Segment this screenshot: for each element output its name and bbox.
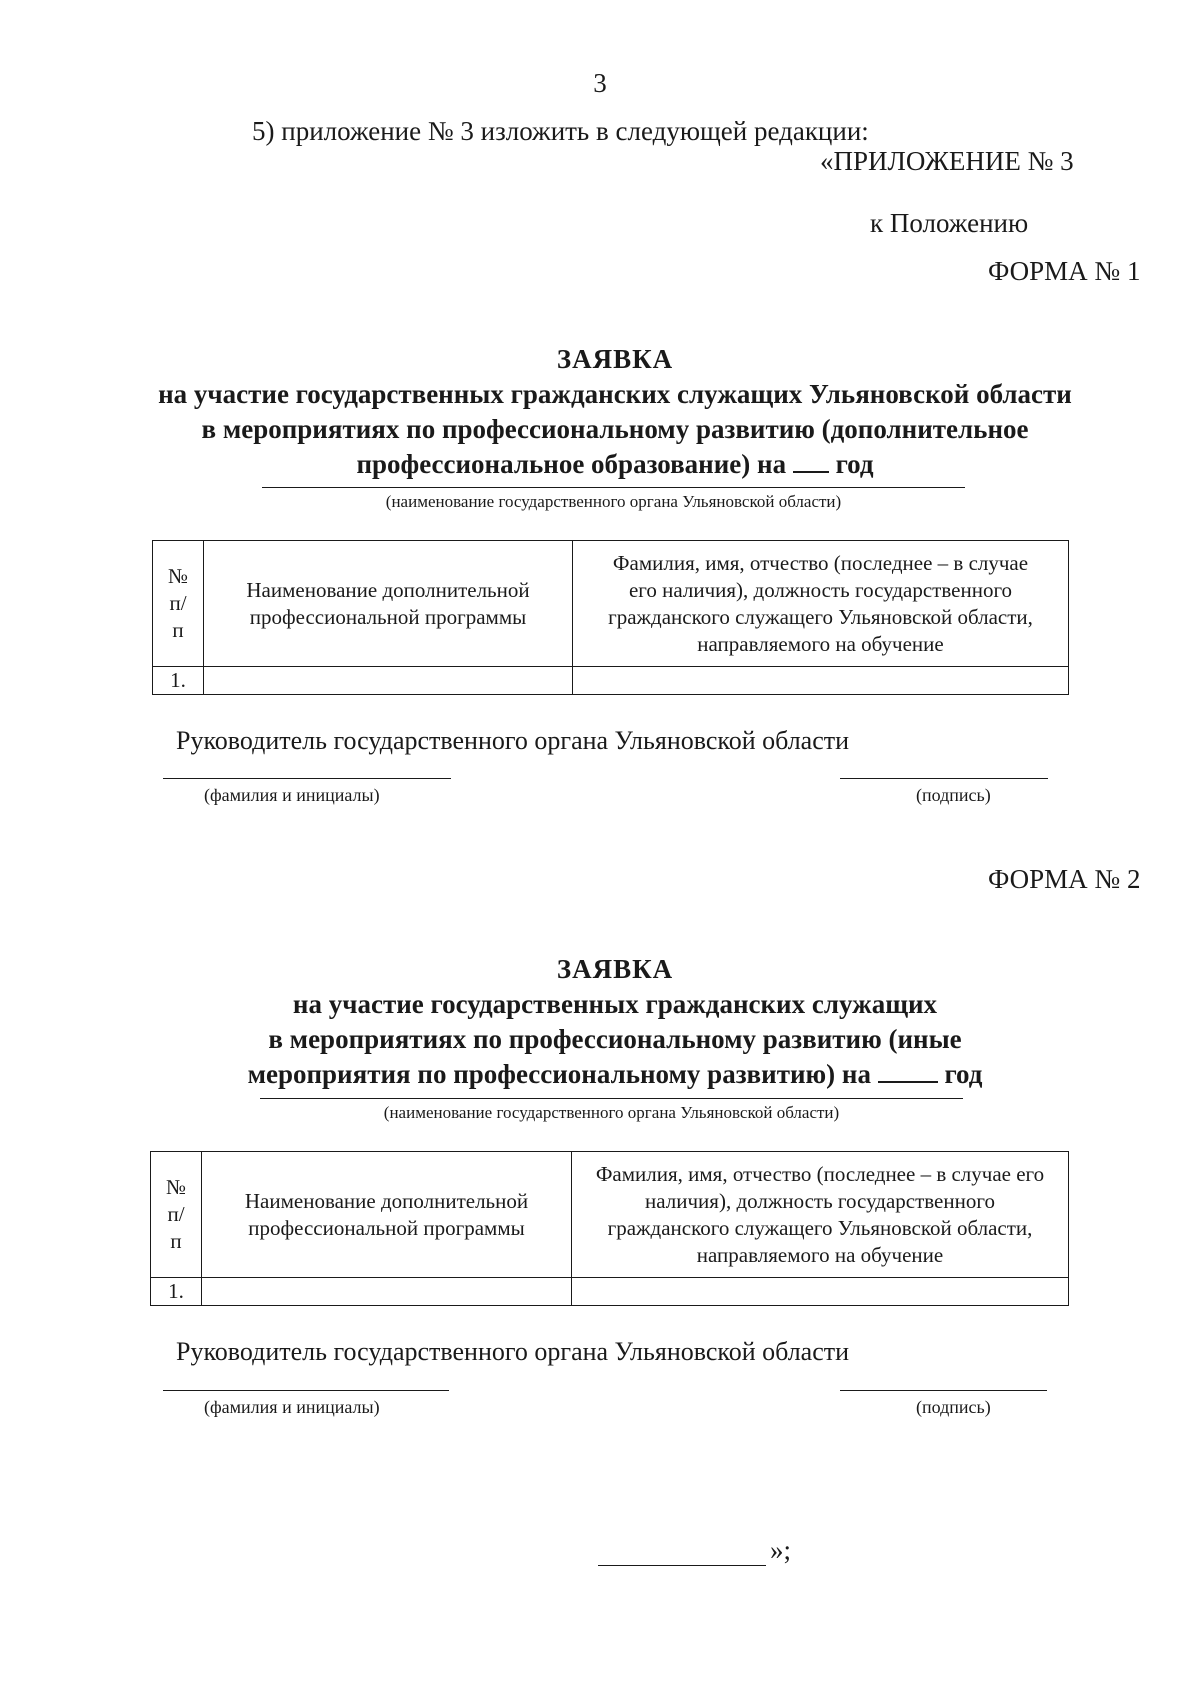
form-2-org-line (260, 1098, 963, 1099)
form-1-name-caption: (фамилия и инициалы) (204, 785, 380, 805)
form-1-year-suffix: год (835, 449, 874, 479)
form-1-org-caption: (наименование государственного органа Ульяновской области) (385, 492, 842, 511)
header-number: № п/п (151, 1152, 202, 1278)
row-number: 1. (153, 667, 204, 695)
form-1-signature-line (840, 778, 1048, 779)
header-person: Фамилия, имя, отчество (последнее – в случае его наличия), должность государственного гражданского служащего Ульяновской области, направляемого на обучение (573, 541, 1069, 667)
table-row (153, 667, 1069, 695)
form-2-year-prefix: мероприятия по профессиональному развитию) на (247, 1059, 871, 1089)
header-program: Наименование дополнительной профессиональной программы (202, 1152, 572, 1278)
row-program-cell (204, 667, 573, 695)
form-1-subtitle-line-3 (140, 447, 1090, 482)
form-2-signature-line (840, 1390, 1047, 1391)
row-person-cell (572, 1278, 1069, 1306)
form-2-year-blank (878, 1059, 938, 1083)
form-1-head-label: Руководитель государственного органа Ульяновской области (176, 726, 850, 755)
closing-mark: »; (770, 1535, 792, 1565)
form-1-label: ФОРМА № 1 (988, 256, 1141, 286)
form-1-subtitle-line-2: в мероприятиях по профессиональному развитию (дополнительное (201, 414, 1029, 444)
intro-text: 5) приложение № 3 изложить в следующей редакции: (252, 116, 869, 146)
form-1-signature-caption: (подпись) (916, 785, 991, 805)
form-2-table (150, 1151, 1069, 1306)
closing-line (598, 1565, 766, 1566)
appendix-title: «ПРИЛОЖЕНИЕ № 3 (820, 146, 1074, 176)
page-number: 3 (593, 68, 607, 98)
form-1-year-prefix: профессиональное образование) на (356, 449, 787, 479)
row-program-cell (202, 1278, 572, 1306)
row-person-cell (573, 667, 1069, 695)
table-header-row (151, 1152, 1069, 1278)
form-1-heading (140, 342, 1090, 482)
form-1-name-line (163, 778, 451, 779)
form-1-table (152, 540, 1069, 695)
form-1-year-blank (793, 449, 829, 473)
form-2-name-caption: (фамилия и инициалы) (204, 1397, 380, 1417)
form-2-head-label: Руководитель государственного органа Ульяновской области (176, 1337, 850, 1366)
table-header-row (153, 541, 1069, 667)
form-1-org-line (262, 487, 965, 488)
row-number: 1. (151, 1278, 202, 1306)
header-number: № п/п (153, 541, 204, 667)
form-2-title: ЗАЯВКА (556, 954, 674, 984)
form-1-title: ЗАЯВКА (556, 344, 674, 374)
form-2-subtitle-line-1: на участие государственных гражданских служащих (292, 989, 938, 1019)
form-1-subtitle-line-1: на участие государственных гражданских служащих Ульяновской области (158, 379, 1072, 409)
form-2-subtitle-line-2: в мероприятиях по профессиональному развитию (иные (268, 1024, 962, 1054)
table-row (151, 1278, 1069, 1306)
form-2-heading (140, 952, 1090, 1092)
form-2-label: ФОРМА № 2 (988, 864, 1141, 894)
form-2-subtitle-line-3 (140, 1057, 1090, 1092)
form-2-year-suffix: год (944, 1059, 983, 1089)
header-program: Наименование дополнительной профессиональной программы (204, 541, 573, 667)
form-2-org-caption: (наименование государственного органа Ульяновской области) (383, 1103, 840, 1122)
form-2-signature-caption: (подпись) (916, 1397, 991, 1417)
form-2-name-line (163, 1390, 449, 1391)
header-person: Фамилия, имя, отчество (последнее – в случае его наличия), должность государственного гражданского служащего Ульяновской области, направляемого на обучение (572, 1152, 1069, 1278)
appendix-subtitle: к Положению (870, 208, 1029, 238)
